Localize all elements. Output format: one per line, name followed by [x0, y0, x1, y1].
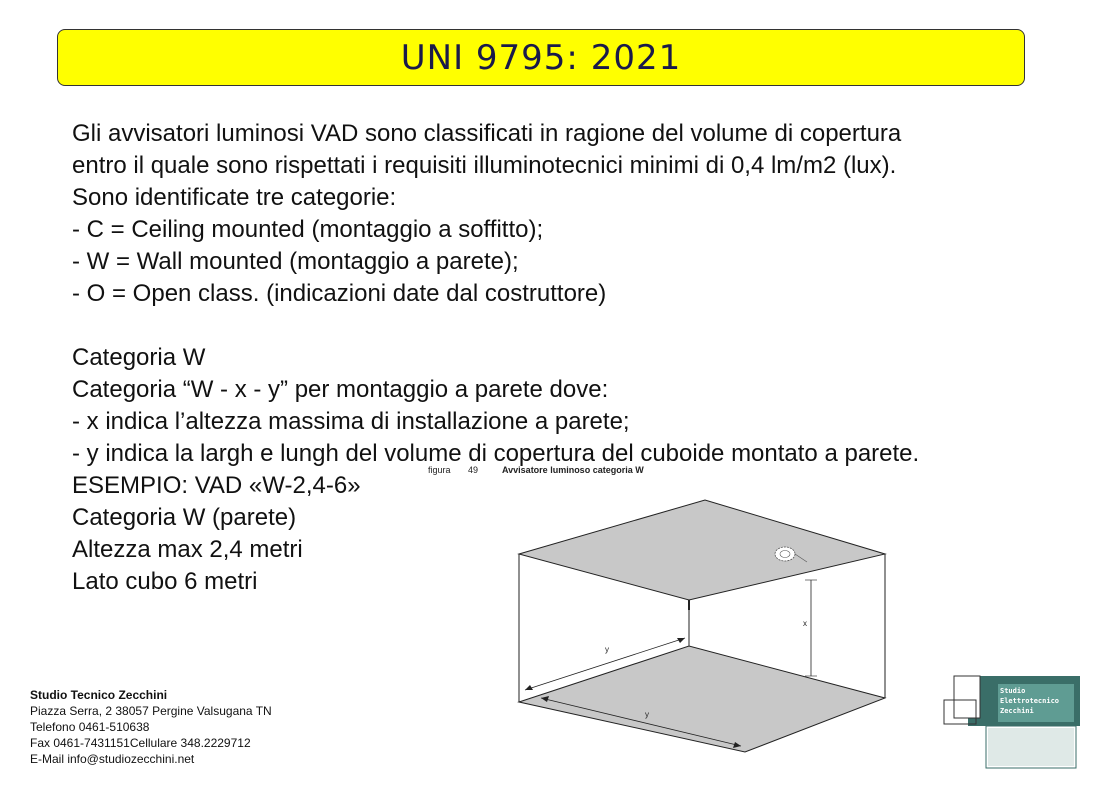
figure-title: Avvisatore luminoso categoria W	[502, 465, 644, 475]
logo-text	[1000, 686, 1059, 716]
body-line: Lato cubo 6 metri	[72, 568, 258, 595]
contact-footer	[30, 687, 272, 767]
company-phone: Telefono 0461-510638	[30, 720, 150, 734]
logo-block-shade	[988, 728, 1074, 766]
logo-line-3: Zecchini	[1000, 707, 1034, 715]
body-line: Gli avvisatori luminosi VAD sono classificati in ragione del volume di copertura	[72, 120, 902, 147]
figure-caption	[428, 465, 644, 475]
dim-y-floor-label: y	[645, 710, 649, 719]
dim-y-inner-label: y	[605, 645, 609, 654]
dim-x-label: x	[803, 619, 807, 628]
company-name: Studio Tecnico Zecchini	[30, 688, 168, 702]
title-banner	[57, 29, 1025, 86]
body-line: Categoria W (parete)	[72, 504, 297, 531]
body-line: Categoria “W - x - y” per montaggio a parete dove:	[72, 376, 609, 403]
figure-number: 49	[468, 465, 479, 475]
body-line: - y indica la largh e lungh del volume di copertura del cuboide montato a parete.	[72, 440, 920, 467]
logo-line-2: Elettrotecnico	[1000, 697, 1060, 705]
wall-cuboid-diagram	[505, 490, 895, 760]
body-line: Altezza max 2,4 metri	[72, 536, 303, 563]
category-w-line: - W = Wall mounted (montaggio a parete);	[72, 248, 519, 275]
section-heading: Categoria W	[72, 344, 206, 371]
blank-line	[72, 310, 1072, 342]
category-o-line: - O = Open class. (indicazioni date dal costruttore)	[72, 280, 607, 307]
logo-line-1: Studio	[1000, 687, 1026, 695]
page-title: UNI 9795: 2021	[400, 37, 682, 78]
company-email: E-Mail info@studiozecchini.net	[30, 752, 195, 766]
body-line: Sono identificate tre categorie:	[72, 184, 397, 211]
company-address: Piazza Serra, 2 38057 Pergine Valsugana TN	[30, 704, 272, 718]
figure-label: figura	[428, 465, 451, 475]
body-line: - x indica l’altezza massima di installazione a parete;	[72, 408, 630, 435]
company-fax: Fax 0461-7431151Cellulare 348.2229712	[30, 736, 251, 750]
body-line: entro il quale sono rispettati i requisiti illuminotecnici minimi di 0,4 lm/m2 (lux).	[72, 152, 897, 179]
category-c-line: - C = Ceiling mounted (montaggio a soffitto);	[72, 216, 544, 243]
example-line: ESEMPIO: VAD «W-2,4-6»	[72, 472, 361, 499]
